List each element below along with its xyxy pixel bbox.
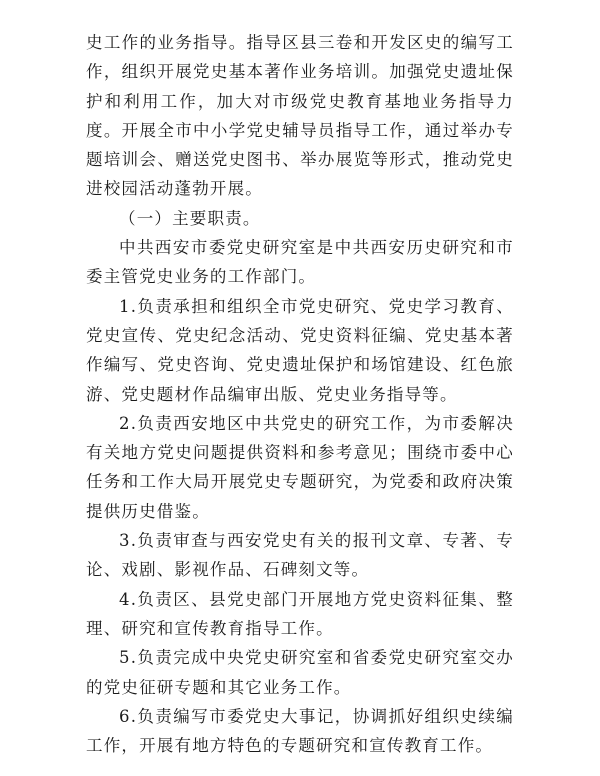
paragraph-intro: 史工作的业务指导。指导区县三卷和开发区史的编写工作，组织开展党史基本著作业务培训。加强党史遗址保护和利用工作，加大对市级党史教育基地业务指导力度。开展全市中小学党史辅导员指导工作，通过举办专题培训会、赠送党史图书、举办展览等形式，推动党史进校园活动蓬勃开展。	[86, 33, 514, 199]
duty-item-2: 2.负责西安地区中共党史的研究工作，为市委解决有关地方党史问题提供资料和参考意见；围绕市委中心任务和工作大局开展党史专题研究，为党委和政府决策提供历史借鉴。	[86, 413, 514, 521]
section-heading-main-duties: （一）主要职责。	[119, 208, 261, 228]
duty-item-3: 3.负责审查与西安党史有关的报刊文章、专著、专论、戏剧、影视作品、石碑刻文等。	[86, 531, 514, 580]
duty-item-1: 1.负责承担和组织全市党史研究、党史学习教育、党史宣传、党史纪念活动、党史资料征编、党史基本著作编写、党史咨询、党史遗址保护和场馆建设、红色旅游、党史题材作品编审出版、党史业务指导等。	[86, 296, 514, 404]
paragraph-office-definition: 中共西安市委党史研究室是中共西安历史研究和市委主管党史业务的工作部门。	[86, 238, 514, 287]
duty-item-6: 6.负责编写市委党史大事记，协调抓好组织史续编工作，开展有地方特色的专题研究和宣传教育工作。	[86, 706, 514, 756]
duty-item-4: 4.负责区、县党史部门开展地方党史资料征集、整理、研究和宣传教育指导工作。	[86, 589, 514, 638]
duty-item-5: 5.负责完成中央党史研究室和省委党史研究室交办的党史征研专题和其它业务工作。	[86, 648, 514, 697]
